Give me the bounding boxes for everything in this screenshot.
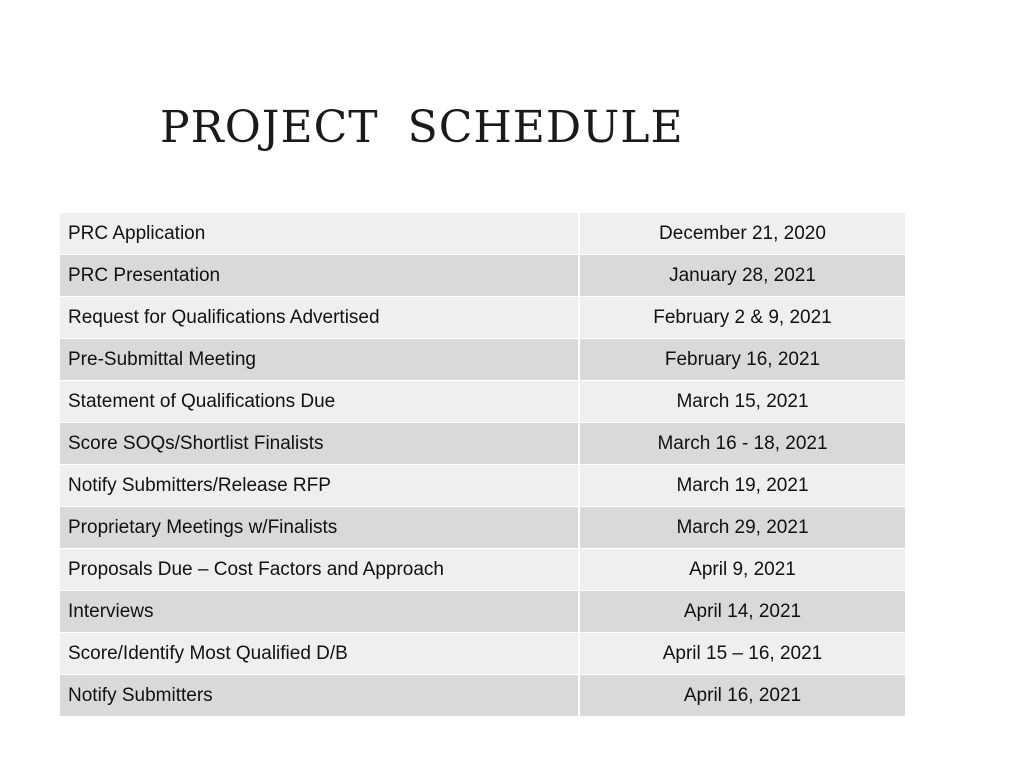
date-cell: April 14, 2021 — [579, 591, 905, 633]
table-row — [60, 549, 905, 591]
task-cell: Proprietary Meetings w/Finalists — [60, 507, 579, 549]
date-cell: December 21, 2020 — [579, 213, 905, 255]
table-row — [60, 465, 905, 507]
table-row — [60, 213, 905, 255]
date-cell: February 2 & 9, 2021 — [579, 297, 905, 339]
task-cell: Score/Identify Most Qualified D/B — [60, 633, 579, 675]
date-cell: January 28, 2021 — [579, 255, 905, 297]
task-cell: PRC Presentation — [60, 255, 579, 297]
table-row — [60, 675, 905, 717]
date-cell: April 15 – 16, 2021 — [579, 633, 905, 675]
page-title: PROJECT SCHEDULE — [160, 102, 684, 153]
table-row — [60, 255, 905, 297]
date-cell: April 16, 2021 — [579, 675, 905, 717]
task-cell: Interviews — [60, 591, 579, 633]
schedule-table — [60, 213, 905, 717]
table-row — [60, 339, 905, 381]
table-row — [60, 507, 905, 549]
task-cell: Proposals Due – Cost Factors and Approach — [60, 549, 579, 591]
table-row — [60, 297, 905, 339]
table-row — [60, 633, 905, 675]
date-cell: February 16, 2021 — [579, 339, 905, 381]
table-row — [60, 423, 905, 465]
task-cell: Statement of Qualifications Due — [60, 381, 579, 423]
table-row — [60, 381, 905, 423]
table-row — [60, 591, 905, 633]
task-cell: Notify Submitters — [60, 675, 579, 717]
date-cell: March 16 - 18, 2021 — [579, 423, 905, 465]
date-cell: March 29, 2021 — [579, 507, 905, 549]
task-cell: Pre-Submittal Meeting — [60, 339, 579, 381]
task-cell: Request for Qualifications Advertised — [60, 297, 579, 339]
date-cell: March 19, 2021 — [579, 465, 905, 507]
task-cell: Score SOQs/Shortlist Finalists — [60, 423, 579, 465]
date-cell: March 15, 2021 — [579, 381, 905, 423]
task-cell: Notify Submitters/Release RFP — [60, 465, 579, 507]
task-cell: PRC Application — [60, 213, 579, 255]
date-cell: April 9, 2021 — [579, 549, 905, 591]
